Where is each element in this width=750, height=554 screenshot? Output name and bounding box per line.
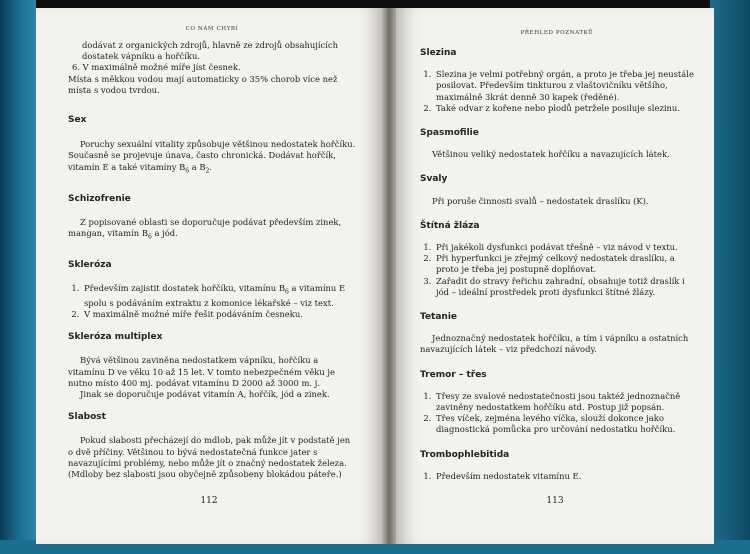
list-item: 1. Při jakékoli dysfunkci podávat třešně – viz návod v textu. <box>434 242 694 253</box>
list-item: 1. Slezina je velmi potřebný orgán, a proto je třeba jej neustále posilovat. Především tinkturou z vlaštovičníku většího, maximálně 3krát denně 30 kapek (ředěné). <box>434 69 694 103</box>
section-heading: Schizofrenie <box>68 193 131 204</box>
paragraph: Jednoznačný nedostatek hořčíku, a tím i vápníku a ostatních navazujících látek – viz předchozí návody. <box>420 333 689 355</box>
paragraph: Pokud slabosti přecházejí do mdlob, pak může jít v podstatě jen o dvě příčiny. Většinou to bývá nedostatečná funkce jater s navazujícími problémy, nebo může jít o značný nedostatek železa. (Mdloby bez slabosti jsou obyčejně způsobeny blokádou páteře.) <box>68 435 351 480</box>
section-heading: Slezina <box>420 48 457 58</box>
book-cover-left-edge <box>0 0 36 554</box>
section-heading: Trombophlebitida <box>420 449 510 460</box>
section-heading: Spasmofilie <box>420 128 479 139</box>
list-item: 1. Třesy ze svalové nedostatečnosti jsou taktéž jednoznačně zaviněny nedostatkem hořčíku atd. Postup již popsán. <box>434 391 694 413</box>
right-page <box>396 8 714 544</box>
list-item: 1. Především zajistit dostatek hořčíku, vitamínu $B_6$ a vitamínu E spolu s podáváním extraktu z komonice lékařské – viz text. <box>82 283 356 309</box>
section-heading: Tremor – třes <box>420 369 487 380</box>
list-item: 2. Třes víček, zejména levého víčka, slouží dokonce jako diagnostická pomůcka pro určování nedostatku hořčíku. <box>434 413 694 435</box>
section-heading: Sex <box>68 115 87 126</box>
page-number: 113 <box>546 496 564 506</box>
section-heading: Štítná žláza <box>420 220 480 231</box>
numbered-list <box>420 471 694 482</box>
section-heading: Skleróza multiplex <box>68 332 163 343</box>
list-item: 2. Při hyperfunkci je zřejmý celkový nedostatek draslíku, a proto je třeba jej postupně doplňovat. <box>434 253 694 275</box>
book-gutter <box>382 8 396 544</box>
paragraph: Bývá většinou zaviněna nedostatkem vápníku, hořčíku a vitamínu D ve věku 10 až 15 let. V tomto nebezpečném věku je nutno místo 400 mj. podávat vitamínu D 2000 až 3000 m. j. <box>68 355 335 388</box>
book-cover-right-edge <box>710 0 750 554</box>
paragraph-continuation: dodávat z organických zdrojů, hlavně ze zdrojů obsahujících dostatek vápníku a hořčíku. <box>82 40 338 62</box>
paragraph: Místa s měkkou vodou mají automaticky o 35% chorob více než místa s vodou tvrdou. <box>68 73 338 95</box>
section-heading: Tetanie <box>420 312 458 323</box>
numbered-list <box>420 69 694 114</box>
right-page-content <box>420 48 694 482</box>
list-item: 1. Především nedostatek vitamínu E. <box>434 471 694 482</box>
list-item: 2. Také odvar z kořene nebo plodů petržele posiluje slezinu. <box>434 103 694 114</box>
paragraph: Jinak se doporučuje podávat vitamín A, hořčík, jód a zinek. <box>80 389 330 400</box>
running-head: CO NÁM CHYBÍ <box>185 26 239 32</box>
section-heading: Svaly <box>420 174 448 185</box>
section-heading: Slabost <box>68 412 106 423</box>
paragraph: Poruchy sexuální vitality způsobuje většinou nedostatek hořčíku. Současně se projevuje únava, často chronická. Dodávat hořčík, vitamín E a také vitamíny $B_6$ a $B_2$. <box>68 139 356 175</box>
left-page <box>36 8 382 544</box>
paragraph: Z popisované oblasti se doporučuje podávat především zinek, mangan, vitamín $B_6$ a jód. <box>68 216 342 241</box>
numbered-list <box>420 391 694 436</box>
numbered-list <box>68 283 356 320</box>
list-item: 6. V maximálně možné míře jíst česnek. <box>72 62 241 73</box>
page-number: 112 <box>200 496 218 506</box>
list-item: 2. V maximálně možné míře řešit podáváním česneku. <box>82 309 356 320</box>
section-heading: Skleróza <box>68 259 112 270</box>
left-page-content <box>68 40 356 480</box>
running-head: PŘEHLED POZNATKŮ <box>520 30 594 36</box>
numbered-list <box>420 242 694 298</box>
paragraph: Při poruše činnosti svalů – nedostatek draslíku (K). <box>432 195 649 206</box>
paragraph: Většinou veliký nedostatek hořčíku a navazujících látek. <box>432 149 670 160</box>
list-item: 3. Zařadit do stravy řeřichu zahradní, obsahuje totiž draslík i jód – ideální prostředek proti dysfunkci štítné žlázy. <box>434 276 694 298</box>
